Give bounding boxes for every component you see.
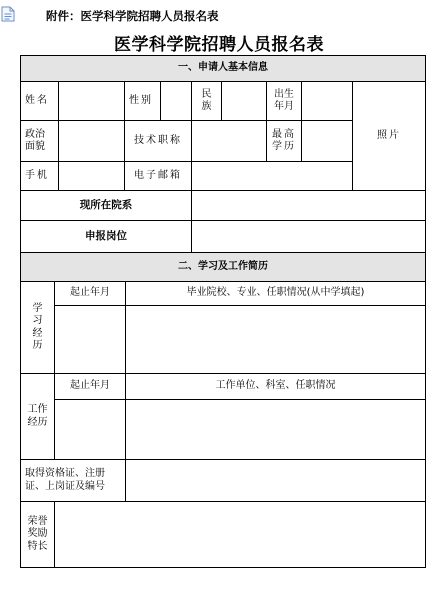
applied-position-field[interactable] [192, 221, 425, 253]
applied-position-label: 申报岗位 [21, 221, 192, 253]
ethnicity-field[interactable] [222, 82, 267, 121]
work-period-field[interactable] [55, 400, 126, 460]
section-resume-header: 二、学习及工作简历 [21, 253, 425, 282]
highest-education-field[interactable] [302, 121, 353, 162]
work-detail-header: 工作单位、科室、任职情况 [126, 374, 425, 400]
phone-field[interactable] [59, 162, 125, 191]
technical-title-label: 技术职称 [125, 121, 192, 162]
section-basic-info-header: 一、申请人基本信息 [21, 56, 425, 82]
study-period-header: 起止年月 [55, 282, 126, 306]
study-experience-label: 学习经历 [21, 282, 55, 374]
registration-form [20, 55, 426, 568]
study-period-field[interactable] [55, 306, 126, 374]
document-icon [1, 6, 15, 22]
birth-date-label: 出生年月 [267, 82, 302, 121]
email-field[interactable] [192, 162, 353, 191]
attachment-label: 附件：医学科学院招聘人员报名表 [46, 9, 219, 23]
technical-title-field[interactable] [192, 121, 267, 162]
political-status-field[interactable] [59, 121, 125, 162]
political-status-label: 政治面貌 [21, 121, 59, 162]
work-period-header: 起止年月 [55, 374, 126, 400]
ethnicity-label: 民族 [192, 82, 222, 121]
name-label: 姓名 [21, 82, 59, 121]
work-detail-field[interactable] [126, 400, 425, 460]
honors-field[interactable] [55, 502, 425, 567]
photo-box[interactable]: 照片 [353, 82, 425, 191]
certificates-field[interactable] [126, 460, 425, 502]
study-detail-header: 毕业院校、专业、任职情况(从中学填起) [126, 282, 425, 306]
gender-label: 性别 [125, 82, 161, 121]
current-department-field[interactable] [192, 191, 425, 221]
highest-education-label: 最高学历 [267, 121, 302, 162]
certificates-label: 取得资格证、注册证、上岗证及编号 [21, 460, 126, 502]
phone-label: 手机 [21, 162, 59, 191]
gender-field[interactable] [161, 82, 192, 121]
study-detail-field[interactable] [126, 306, 425, 374]
honors-label: 荣誉奖励特长 [21, 502, 55, 567]
work-experience-label: 工作经历 [21, 374, 55, 460]
email-label: 电子邮箱 [125, 162, 192, 191]
form-title: 医学科学院招聘人员报名表 [114, 35, 324, 55]
birth-date-field[interactable] [302, 82, 353, 121]
current-department-label: 现所在院系 [21, 191, 192, 221]
name-field[interactable] [59, 82, 125, 121]
